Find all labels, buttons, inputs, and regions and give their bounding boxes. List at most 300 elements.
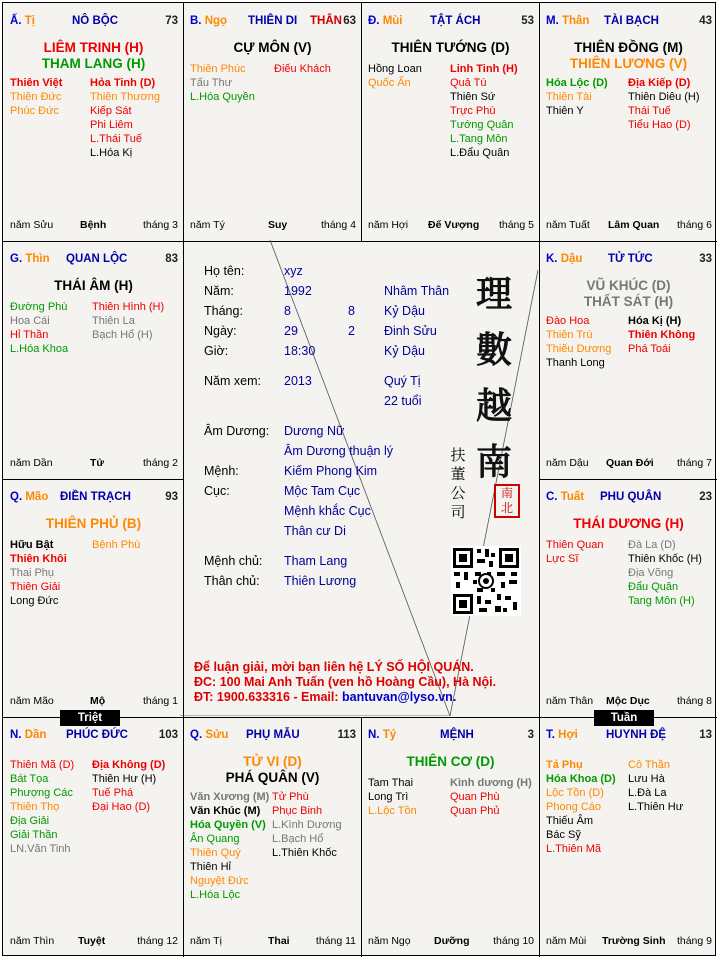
palace-name: ĐIỀN TRẠCH <box>60 491 131 503</box>
palace-header <box>190 15 356 31</box>
star: Lưu Hà <box>628 773 665 785</box>
footer-month: tháng 2 <box>142 457 178 469</box>
star: L.Hóa Kị <box>90 147 133 159</box>
star: Hóa Khoa (D) <box>546 773 616 785</box>
palace-footer <box>10 935 178 948</box>
star: Tử Phù <box>272 791 309 803</box>
star: Long Trì <box>368 791 409 803</box>
star: L.Đà La <box>628 787 667 799</box>
label-than-chu: Thân chủ: <box>204 574 260 588</box>
main-star: PHÁ QUÂN (V) <box>225 770 320 785</box>
branch-can: Q. <box>10 491 23 503</box>
contact-line-3 <box>194 690 496 705</box>
star: Thiếu Âm <box>546 815 594 827</box>
palace-dau[interactable] <box>540 242 717 479</box>
star: Hóa Kị (H) <box>628 315 682 327</box>
value-than-chu: Thiên Lương <box>284 574 357 588</box>
can-chi-nam-xem: Quý Tị <box>384 374 421 388</box>
star: Phượng Các <box>10 787 73 799</box>
star: Quả Tú <box>450 77 487 89</box>
star: Thiên Quan <box>546 539 604 551</box>
left-stars <box>546 314 611 370</box>
palace-name: HUYNH ĐỆ <box>606 729 667 741</box>
footer-phase: Thai <box>268 935 290 947</box>
value-thang: 8 <box>284 304 291 318</box>
palace-footer <box>10 219 178 232</box>
main-star: THAM LANG (H) <box>41 56 146 71</box>
can-chi-thang: Kỷ Dậu <box>384 304 425 318</box>
footer-month: tháng 4 <box>320 219 356 231</box>
value-cuc: Mộc Tam Cục <box>284 484 361 498</box>
footer-year: năm Thân <box>546 695 594 707</box>
palace-name: TỬ TỨC <box>608 253 653 265</box>
label-ngay: Ngày: <box>204 324 237 338</box>
star: Thiên Sứ <box>450 91 496 103</box>
star: Thiên Đức <box>10 91 62 103</box>
star: Thai Phụ <box>10 567 55 579</box>
star: Quan Phù <box>450 791 500 803</box>
star: Đẩu Quân <box>628 581 679 593</box>
palace-number: 103 <box>158 729 178 741</box>
palace-number: 73 <box>165 15 178 27</box>
signature-char: 公 <box>450 484 466 502</box>
star: Thiên Y <box>546 105 584 117</box>
branch-chi: Tý <box>382 729 397 741</box>
qr-code[interactable] <box>451 546 521 616</box>
star: Địa Không (D) <box>92 759 166 771</box>
palace-number: 23 <box>699 491 712 503</box>
branch-chi: Mão <box>25 491 49 503</box>
tuan-tag: Tuần <box>594 710 654 726</box>
branch-can: K. <box>546 253 558 265</box>
footer-month: tháng 8 <box>676 695 712 707</box>
palace-footer <box>546 219 712 232</box>
branch-chi: Tuất <box>560 491 585 503</box>
footer-year: năm Ngọ <box>368 935 411 947</box>
palace-name: PHU QUÂN <box>600 491 662 503</box>
star: Long Đức <box>10 595 59 607</box>
main-stars <box>362 754 539 770</box>
star: Thiên La <box>92 315 135 327</box>
palace-name: PHỤ MẪU <box>246 729 300 741</box>
star: Thiên Thương <box>90 91 161 103</box>
branch-chi: Thân <box>561 15 590 27</box>
contact-info <box>194 660 496 705</box>
star: Thiên Không <box>628 329 696 341</box>
star: Ân Quang <box>190 833 240 845</box>
left-stars <box>368 62 422 90</box>
palace-header <box>190 729 356 745</box>
footer-year: năm Tuất <box>546 219 590 231</box>
main-stars <box>540 40 717 72</box>
value-thang-am: 8 <box>348 304 355 318</box>
signature-char: 扶 <box>450 446 466 464</box>
palace-mui[interactable] <box>362 4 539 241</box>
footer-phase: Bệnh <box>80 219 107 231</box>
branch-chi: Hợi <box>558 729 578 741</box>
main-star: TỬ VI (D) <box>243 754 302 769</box>
footer-year: năm Tị <box>190 935 222 947</box>
star: Tiểu Hao (D) <box>628 119 691 131</box>
main-star: THÁI DƯƠNG (H) <box>573 516 684 531</box>
branch-can: N. <box>10 729 22 741</box>
red-seal <box>494 484 520 518</box>
star: Thiên Thọ <box>10 801 60 813</box>
star: Thiên Tài <box>546 91 592 103</box>
signature-char: 司 <box>450 503 466 521</box>
footer-month: tháng 5 <box>498 219 534 231</box>
main-stars <box>184 40 361 56</box>
palace-branch <box>10 491 48 503</box>
footer-month: tháng 6 <box>676 219 712 231</box>
palace-tuat[interactable] <box>540 480 717 717</box>
star: Thanh Long <box>546 357 605 369</box>
palace-footer <box>368 935 534 948</box>
palace-header <box>10 491 178 507</box>
contact-line-1: Để luận giải, mời bạn liên hệ LÝ SỐ HỘI QUÁN. <box>194 660 474 674</box>
star: Thiên Hư (H) <box>92 773 157 785</box>
star: Phúc Đức <box>10 105 59 117</box>
left-stars <box>190 790 269 902</box>
contact-line-2: ĐC: 100 Mai Anh Tuấn (ven hồ Hoàng Cầu), Hà Nội. <box>194 675 497 689</box>
left-stars <box>10 76 62 118</box>
branch-chi: Dần <box>24 729 47 741</box>
palace-branch <box>368 15 403 27</box>
footer-month: tháng 1 <box>142 695 178 707</box>
left-stars <box>546 758 616 856</box>
palace-footer <box>546 935 712 948</box>
palace-branch <box>546 729 578 741</box>
star: Trực Phù <box>450 105 496 117</box>
branch-can: B. <box>190 15 202 27</box>
palace-name: NÔ BỘC <box>72 15 118 27</box>
palace-branch <box>546 15 589 27</box>
branch-can: T. <box>546 729 555 741</box>
palace-branch <box>368 729 396 741</box>
main-stars <box>362 40 539 56</box>
palace-suu[interactable] <box>184 718 361 957</box>
left-stars <box>10 538 67 608</box>
star: Hữu Bật <box>10 539 54 551</box>
can-chi-gio: Kỷ Dậu <box>384 344 425 358</box>
calligraphy-char: 南 <box>475 441 512 483</box>
palace-header <box>546 491 712 507</box>
star: L.Tang Môn <box>450 133 508 145</box>
palace-thin[interactable] <box>4 242 183 479</box>
footer-year: năm Thìn <box>10 935 55 947</box>
footer-month: tháng 3 <box>142 219 178 231</box>
star: Thái Tuế <box>628 105 671 117</box>
value-menh: Kiếm Phong Kim <box>284 464 378 478</box>
palace-header <box>546 15 712 31</box>
main-stars <box>4 40 183 72</box>
value-ngay-am: 2 <box>348 324 355 338</box>
star: Kiếp Sát <box>90 105 132 117</box>
footer-phase: Tuyệt <box>78 935 106 947</box>
main-stars <box>540 278 717 310</box>
calligraphy-char: 理 <box>475 273 512 315</box>
star: Tả Phụ <box>546 759 583 771</box>
star: Hỏa Tinh (D) <box>90 77 156 89</box>
main-star: CỰ MÔN (V) <box>233 40 312 55</box>
main-stars <box>4 516 183 532</box>
value-am-duong-2: Âm Dương thuận lý <box>284 444 393 458</box>
footer-phase: Suy <box>268 219 288 231</box>
branch-can: Ấ. <box>10 15 22 27</box>
star: Địa Giải <box>10 815 50 827</box>
right-stars <box>628 76 700 132</box>
label-menh: Mệnh: <box>204 464 239 478</box>
label-am-duong: Âm Dương: <box>204 424 270 438</box>
main-star: THIÊN PHỦ (B) <box>45 516 142 531</box>
star: Thiên Việt <box>10 77 63 89</box>
branch-can: G. <box>10 253 23 265</box>
star: Thiên Khôi <box>10 553 67 565</box>
left-stars <box>546 76 608 118</box>
star: Giải Thần <box>10 829 58 841</box>
value-tuoi: 22 tuổi <box>384 394 422 408</box>
calligraphy-title <box>470 266 518 490</box>
palace-mao[interactable] <box>4 480 183 717</box>
palace-ty[interactable] <box>362 718 539 957</box>
main-star: THIÊN TƯỚNG (D) <box>391 40 510 55</box>
palace-number: 13 <box>699 729 712 741</box>
contact-phone: ĐT: 1900.633316 - Email: <box>194 690 342 704</box>
star: Thiên Khốc (H) <box>628 553 702 565</box>
main-stars <box>540 516 717 532</box>
palace-name: MỆNH <box>440 729 474 741</box>
signature-text <box>448 446 468 522</box>
palace-name: TẬT ÁCH <box>430 15 481 27</box>
can-chi-nam: Nhâm Thân <box>384 284 450 298</box>
value-gio: 18:30 <box>284 344 316 358</box>
star: Quan Phủ <box>450 805 500 817</box>
footer-phase: Quan Đới <box>606 457 654 469</box>
calligraphy-char: 越 <box>475 385 512 427</box>
star: LN.Văn Tinh <box>10 843 71 855</box>
palace-number: 63 <box>343 15 356 27</box>
branch-can: Q. <box>190 729 203 741</box>
footer-phase: Tử <box>90 457 105 469</box>
palace-ti[interactable] <box>4 4 183 241</box>
footer-month: tháng 11 <box>315 935 356 947</box>
signature-char: 董 <box>450 465 466 483</box>
star: L.Thiên Mã <box>546 843 602 855</box>
main-star: THIÊN ĐỒNG (M) <box>574 40 683 55</box>
star: Hồng Loan <box>368 63 422 75</box>
right-stars <box>628 314 695 356</box>
star: L.Thái Tuế <box>90 133 142 145</box>
star: Phi Liêm <box>90 119 133 131</box>
star: Địa Kiếp (D) <box>628 77 691 89</box>
right-stars <box>628 758 683 814</box>
palace-branch <box>10 729 46 741</box>
value-nam-xem: 2013 <box>284 374 312 388</box>
left-stars <box>10 300 68 356</box>
star: Đà La (D) <box>628 539 676 551</box>
star: Hóa Lộc (D) <box>546 77 608 89</box>
palace-footer <box>190 219 356 232</box>
than-marker: THÂN <box>310 15 342 27</box>
right-stars <box>628 538 702 608</box>
footer-year: năm Dần <box>10 457 53 469</box>
branch-chi: Thìn <box>25 253 50 265</box>
star: Thiên Mã (D) <box>10 759 75 771</box>
main-star: THIÊN LƯƠNG (V) <box>569 56 688 71</box>
label-nam: Năm: <box>204 284 234 298</box>
palace-dan[interactable] <box>4 718 183 957</box>
palace-header <box>368 15 534 31</box>
label-nam-xem: Năm xem: <box>204 374 261 388</box>
palace-number: 43 <box>699 15 712 27</box>
branch-chi: Dậu <box>560 253 583 265</box>
star: Hoa Cái <box>10 315 50 327</box>
star: Văn Khúc (M) <box>190 805 261 817</box>
star: Lộc Tồn (D) <box>546 787 604 799</box>
footer-phase: Dưỡng <box>434 935 470 947</box>
star: Thiên Trù <box>546 329 593 341</box>
star: Nguyệt Đức <box>190 875 249 887</box>
palace-header <box>546 729 712 745</box>
star: Đào Hoa <box>546 315 590 327</box>
main-stars <box>184 754 361 786</box>
footer-month: tháng 12 <box>137 935 178 947</box>
palace-branch <box>190 15 227 27</box>
star: Thiên Phúc <box>190 63 246 75</box>
footer-month: tháng 9 <box>676 935 712 947</box>
footer-phase: Lâm Quan <box>608 219 660 231</box>
star: Lực Sĩ <box>546 553 579 565</box>
star: Tướng Quân <box>450 119 514 131</box>
triet-tag: Triệt <box>60 710 120 726</box>
footer-year: năm Mùi <box>546 935 587 947</box>
palace-header <box>10 15 178 31</box>
footer-year: năm Hợi <box>368 219 409 231</box>
palace-branch <box>546 253 582 265</box>
star: L.Hóa Quyền <box>190 91 255 103</box>
footer-year: năm Sửu <box>10 219 54 231</box>
palace-branch <box>190 729 228 741</box>
branch-chi: Mùi <box>382 15 403 27</box>
palace-name: THIÊN DI <box>248 15 298 27</box>
left-stars <box>10 758 74 856</box>
main-stars <box>4 278 183 294</box>
star: Phá Toái <box>628 343 671 355</box>
star: Thiên Giải <box>10 581 61 593</box>
palace-footer <box>10 457 178 470</box>
palace-footer <box>190 935 356 948</box>
palace-header <box>368 729 534 745</box>
star: Quốc Ấn <box>368 77 411 89</box>
right-stars <box>92 538 140 552</box>
calligraphy-char: 數 <box>475 329 512 371</box>
footer-year: năm Tý <box>190 219 225 231</box>
main-star: THIÊN CƠ (D) <box>406 754 495 769</box>
palace-number: 3 <box>527 729 534 741</box>
palace-branch <box>10 15 35 27</box>
star: Địa Võng <box>628 567 674 579</box>
value-ngay: 29 <box>284 324 298 338</box>
star: L.Đẩu Quân <box>450 147 510 159</box>
right-stars <box>272 790 342 860</box>
star: L.Thiên Hư <box>628 801 684 813</box>
left-stars <box>546 538 603 566</box>
can-chi-ngay: Đinh Sửu <box>384 324 437 338</box>
palace-name: PHÚC ĐỨC <box>66 729 128 741</box>
star: L.Hóa Khoa <box>10 343 69 355</box>
star: L.Thiên Khốc <box>272 847 337 859</box>
right-stars <box>92 758 165 814</box>
star: Bác Sỹ <box>546 829 581 841</box>
center-info-panel <box>180 240 538 716</box>
palace-number: 113 <box>337 729 356 741</box>
footer-phase: Mộ <box>90 695 106 707</box>
branch-can: N. <box>368 729 380 741</box>
footer-phase: Trường Sinh <box>602 935 666 947</box>
palace-footer <box>10 695 178 708</box>
qr-code-icon <box>451 546 521 616</box>
palace-number: 53 <box>521 15 534 27</box>
right-stars <box>92 300 164 342</box>
star: Tang Môn (H) <box>628 595 695 607</box>
seal-char: 北 <box>500 501 513 515</box>
footer-phase: Mộc Dục <box>606 695 650 707</box>
palace-ngo[interactable] <box>184 4 361 241</box>
star: Cô Thần <box>628 759 670 771</box>
right-stars <box>450 776 532 818</box>
palace-number: 93 <box>165 491 178 503</box>
star: Phong Cáo <box>546 801 602 813</box>
star: Thiên Hỉ <box>190 861 231 873</box>
main-star: LIÊM TRINH (H) <box>43 40 144 55</box>
footer-month: tháng 10 <box>493 935 534 947</box>
star: Bệnh Phù <box>92 539 141 551</box>
label-thang: Tháng: <box>204 304 243 318</box>
star: Thiếu Dương <box>546 343 612 355</box>
value-ho-ten: xyz <box>284 264 303 278</box>
star: Bát Tọa <box>10 773 49 785</box>
value-am-duong: Dương Nữ <box>284 424 345 438</box>
value-cuc-2: Mệnh khắc Cục <box>284 504 371 518</box>
star: Tam Thai <box>368 777 414 789</box>
label-ho-ten: Họ tên: <box>204 264 245 278</box>
star: Văn Xương (M) <box>190 791 270 803</box>
branch-chi: Ngọ <box>204 15 228 27</box>
right-stars <box>90 76 160 160</box>
left-stars <box>368 776 417 818</box>
palace-than[interactable] <box>540 4 717 241</box>
main-star: THÁI ÂM (H) <box>54 278 133 293</box>
star: Thiên Diêu (H) <box>628 91 700 103</box>
palace-hoi[interactable] <box>540 718 717 957</box>
branch-chi: Sửu <box>205 729 229 741</box>
palace-footer <box>368 219 534 232</box>
contact-email-link[interactable]: bantuvan@lyso.vn. <box>342 690 457 704</box>
right-stars <box>274 62 331 76</box>
star: L.Lộc Tồn <box>368 805 417 817</box>
star: L.Hóa Lộc <box>190 889 241 901</box>
value-menh-chu: Tham Lang <box>284 554 348 568</box>
palace-number: 33 <box>699 253 712 265</box>
star: L.Bạch Hổ <box>272 833 324 845</box>
branch-can: Đ. <box>368 15 380 27</box>
branch-can: C. <box>546 491 558 503</box>
seal-char: 南 <box>500 486 513 500</box>
footer-year: năm Dậu <box>546 457 589 469</box>
star: Phục Binh <box>272 805 323 817</box>
star: Hóa Quyền (V) <box>190 819 266 831</box>
main-star: VŨ KHÚC (D) <box>586 278 671 293</box>
